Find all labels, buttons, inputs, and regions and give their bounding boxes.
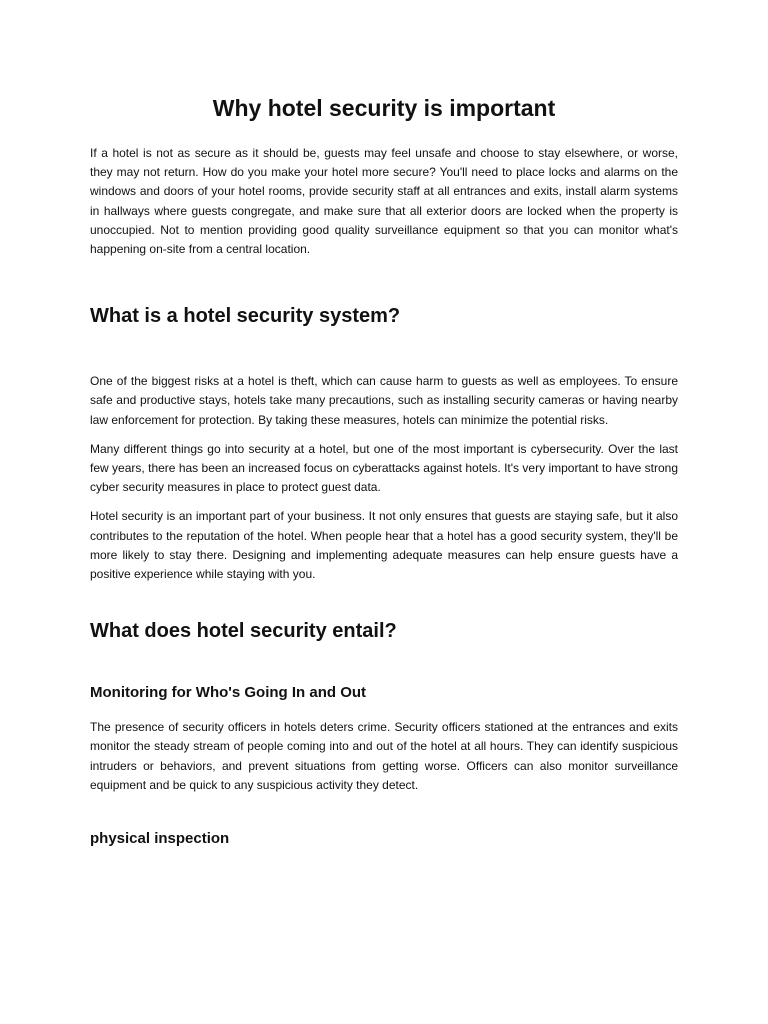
- page-title: Why hotel security is important: [212, 95, 556, 121]
- paragraph: Hotel security is an important part of your business. It not only ensures that guests are staying safe, but it also contributes to the reputation of the hotel. When people hear that a hotel has a good security system, they'll be more likely to stay there. Designing and implementing adequate measures can help ensure guests have a positive experience while staying with you.: [90, 509, 678, 582]
- subheading-monitoring: Monitoring for Who's Going In and Out: [90, 684, 367, 702]
- paragraph: One of the biggest risks at a hotel is theft, which can cause harm to guests as well as employees. To ensure safe and productive stays, hotels take many precautions, such as installing security cameras or having nearby law enforcement for protection. By taking these measures, hotels can minimize the potential risks.: [90, 374, 678, 427]
- section-heading-security-system: What is a hotel security system?: [90, 305, 401, 328]
- section-heading-security-entail: What does hotel security entail?: [90, 620, 397, 643]
- paragraph: Many different things go into security at a hotel, but one of the most important is cybersecurity. Over the last few years, there has been an increased focus on cyberattacks against hotels. It's very important to have strong cyber security measures in place to protect guest data.: [90, 441, 678, 495]
- subheading-physical-inspection: physical inspection: [90, 830, 230, 848]
- paragraph: The presence of security officers in hotels deters crime. Security officers stationed at the entrances and exits monitor the steady stream of people coming into and out of the hotel at all hours. They can identify suspicious intruders or behaviors, and prevent situations from getting worse. Officers can also monitor surveillance equipment and be quick to any suspicious activity they detect.: [90, 720, 678, 792]
- intro-paragraph: If a hotel is not as secure as it should be, guests may feel unsafe and choose to stay elsewhere, or worse, they may not return. How do you make your hotel more secure? You'll need to place locks and alarms on the windows and doors of your hotel rooms, provide security staff at all entrances and exits, install alarm systems in hallways where guests congregate, and make sure that all exterior doors are locked when the property is unoccupied. Not to mention providing good quality surveillance equipment so that you can monitor what's happening on-site from a central location.: [90, 146, 678, 257]
